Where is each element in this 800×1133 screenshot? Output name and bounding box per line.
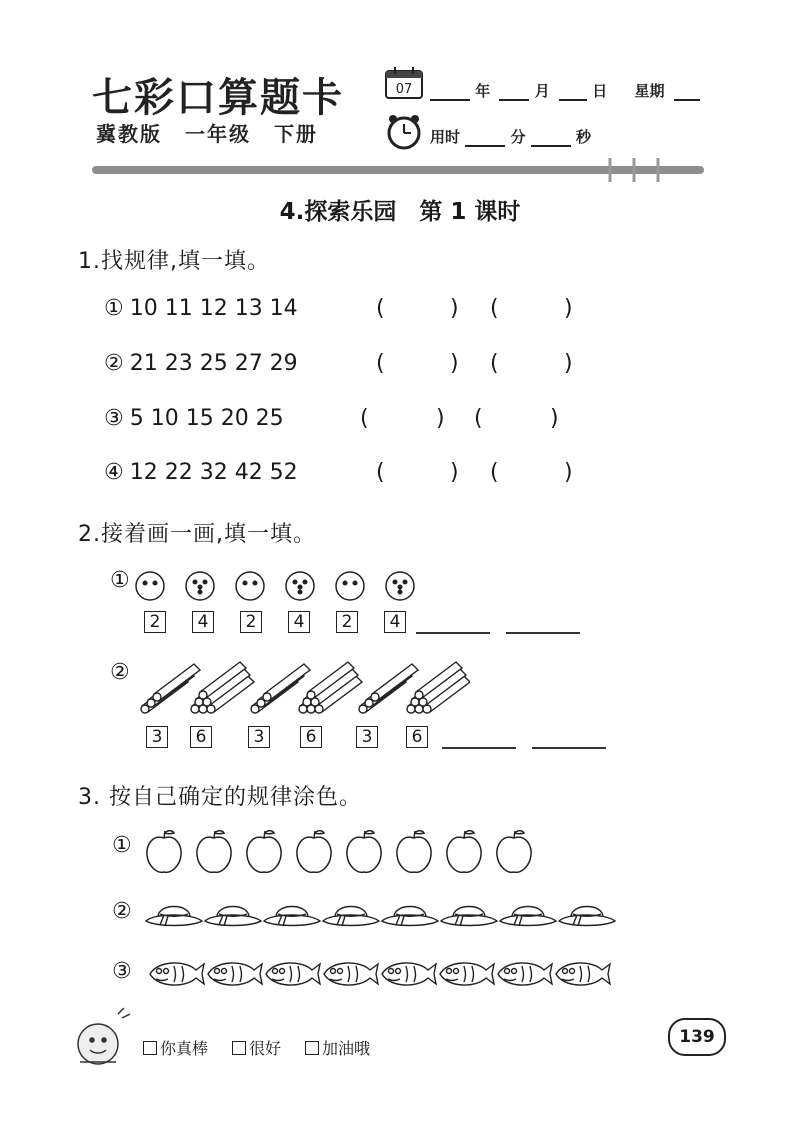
rating-you-are-great[interactable]: 你真棒	[143, 1036, 208, 1059]
answer-paren-close[interactable]: )	[564, 296, 573, 321]
time-fields: 用时 分 秒	[430, 128, 591, 146]
number-box: 4	[192, 611, 214, 633]
hat-icon	[559, 907, 615, 927]
q3-fish-row[interactable]	[146, 954, 616, 994]
answer-paren-open[interactable]: (	[376, 296, 385, 321]
q1-heading: 1.找规律,填一填。	[78, 249, 270, 274]
number-box: 2	[144, 611, 166, 633]
answer-paren-open[interactable]: (	[490, 460, 499, 485]
fish-icon	[556, 963, 610, 985]
face-two-eyes-icon	[236, 572, 264, 600]
q1-row-marker: ②	[104, 351, 124, 376]
apple-icon	[497, 831, 531, 873]
checkbox-icon[interactable]	[143, 1041, 157, 1055]
number-box: 3	[248, 726, 270, 748]
lesson-title: 4.探索乐园 第 1 课时	[279, 199, 521, 225]
hat-icon	[323, 907, 379, 927]
calendar-day: 07	[395, 82, 413, 97]
apple-icon	[147, 831, 181, 873]
q2-row2-blank-1[interactable]	[442, 747, 516, 749]
face-two-eyes-icon	[136, 572, 164, 600]
q2-row1-blank-1[interactable]	[416, 632, 490, 634]
answer-paren-open[interactable]: (	[490, 351, 499, 376]
number-box: 3	[146, 726, 168, 748]
month-blank[interactable]	[499, 83, 529, 101]
weekday-blank[interactable]	[674, 83, 700, 101]
volume: 下册	[273, 122, 318, 146]
fish-icon	[208, 963, 262, 985]
brand-title: 七彩口算题卡	[92, 74, 344, 121]
answer-paren-open[interactable]: (	[360, 406, 369, 431]
day-blank[interactable]	[559, 83, 587, 101]
face-two-eyes-icon	[336, 572, 364, 600]
q1-row	[104, 296, 298, 321]
answer-paren-close[interactable]: )	[436, 406, 445, 431]
fish-icon	[266, 963, 320, 985]
divider-tick-marks	[602, 156, 672, 184]
q1-row-marker: ①	[104, 296, 124, 321]
apple-icon	[347, 831, 381, 873]
q1-row	[104, 351, 298, 376]
number-box: 6	[406, 726, 428, 748]
q1-row-numbers: 12 22 32 42 52	[129, 460, 298, 485]
fish-icon	[498, 963, 552, 985]
q3-row1-marker: ①	[112, 833, 132, 858]
q1-row	[104, 406, 284, 431]
q2-row1-marker: ①	[110, 568, 130, 593]
q2-row2-marker: ②	[110, 660, 130, 685]
rating-very-good[interactable]: 很好	[232, 1036, 281, 1059]
rating-keep-going[interactable]: 加油哦	[305, 1036, 370, 1059]
fish-icon	[382, 963, 436, 985]
q3-row2-marker: ②	[112, 899, 132, 924]
hat-icon	[500, 907, 556, 927]
q3-hat-row[interactable]	[144, 895, 622, 935]
grade: 一年级	[184, 122, 251, 146]
checkbox-icon[interactable]	[232, 1041, 246, 1055]
hat-icon	[441, 907, 497, 927]
alarm-clock-icon	[384, 112, 424, 150]
q2-face-sequence	[134, 570, 424, 604]
checkbox-icon[interactable]	[305, 1041, 319, 1055]
q1-row-marker: ③	[104, 406, 124, 431]
minutes-blank[interactable]	[465, 129, 505, 147]
fish-icon	[440, 963, 494, 985]
year-blank[interactable]	[430, 83, 470, 101]
answer-paren-open[interactable]: (	[474, 406, 483, 431]
answer-paren-open[interactable]: (	[376, 460, 385, 485]
calendar-icon	[384, 66, 424, 100]
fish-icon	[150, 963, 204, 985]
number-box: 2	[240, 611, 262, 633]
number-box: 2	[336, 611, 358, 633]
q1-row-numbers: 10 11 12 13 14	[129, 296, 298, 321]
hat-icon	[146, 907, 202, 927]
number-box: 3	[356, 726, 378, 748]
number-box: 6	[190, 726, 212, 748]
date-fields: 年 月 日 星期	[430, 80, 700, 101]
number-box: 4	[384, 611, 406, 633]
face-four-dots-icon	[286, 572, 314, 600]
q1-row-numbers: 5 10 15 20 25	[129, 406, 284, 431]
q1-row-numbers: 21 23 25 27 29	[129, 351, 298, 376]
number-box: 4	[288, 611, 310, 633]
answer-paren-close[interactable]: )	[564, 351, 573, 376]
q2-row2-blank-2[interactable]	[532, 747, 606, 749]
apple-icon	[397, 831, 431, 873]
q2-stick-sequence	[138, 660, 470, 714]
q1-row	[104, 460, 298, 485]
hat-icon	[205, 907, 261, 927]
answer-paren-close[interactable]: )	[450, 296, 459, 321]
q2-heading: 2.接着画一画,填一填。	[78, 522, 316, 547]
q1-row-marker: ④	[104, 460, 124, 485]
face-four-dots-icon	[386, 572, 414, 600]
answer-paren-open[interactable]: (	[490, 296, 499, 321]
seconds-blank[interactable]	[531, 129, 571, 147]
page-number: 139	[668, 1018, 726, 1056]
face-four-dots-icon	[186, 572, 214, 600]
mascot-icon	[68, 1004, 136, 1074]
edition: 冀教版	[96, 122, 162, 146]
answer-paren-close[interactable]: )	[450, 460, 459, 485]
hat-icon	[382, 907, 438, 927]
answer-paren-open[interactable]: (	[376, 351, 385, 376]
answer-paren-close[interactable]: )	[550, 406, 559, 431]
apple-icon	[247, 831, 281, 873]
q2-row1-blank-2[interactable]	[506, 632, 580, 634]
q3-apple-row[interactable]	[144, 828, 544, 876]
apple-icon	[197, 831, 231, 873]
apple-icon	[297, 831, 331, 873]
hat-icon	[264, 907, 320, 927]
edition-line	[96, 118, 318, 147]
answer-paren-close[interactable]: )	[450, 351, 459, 376]
q3-row3-marker: ③	[112, 959, 132, 984]
number-box: 6	[300, 726, 322, 748]
q3-heading: 3. 按自己确定的规律涂色。	[78, 785, 362, 810]
stick-bundle-three-icon	[141, 664, 200, 713]
fish-icon	[324, 963, 378, 985]
answer-paren-close[interactable]: )	[564, 460, 573, 485]
apple-icon	[447, 831, 481, 873]
